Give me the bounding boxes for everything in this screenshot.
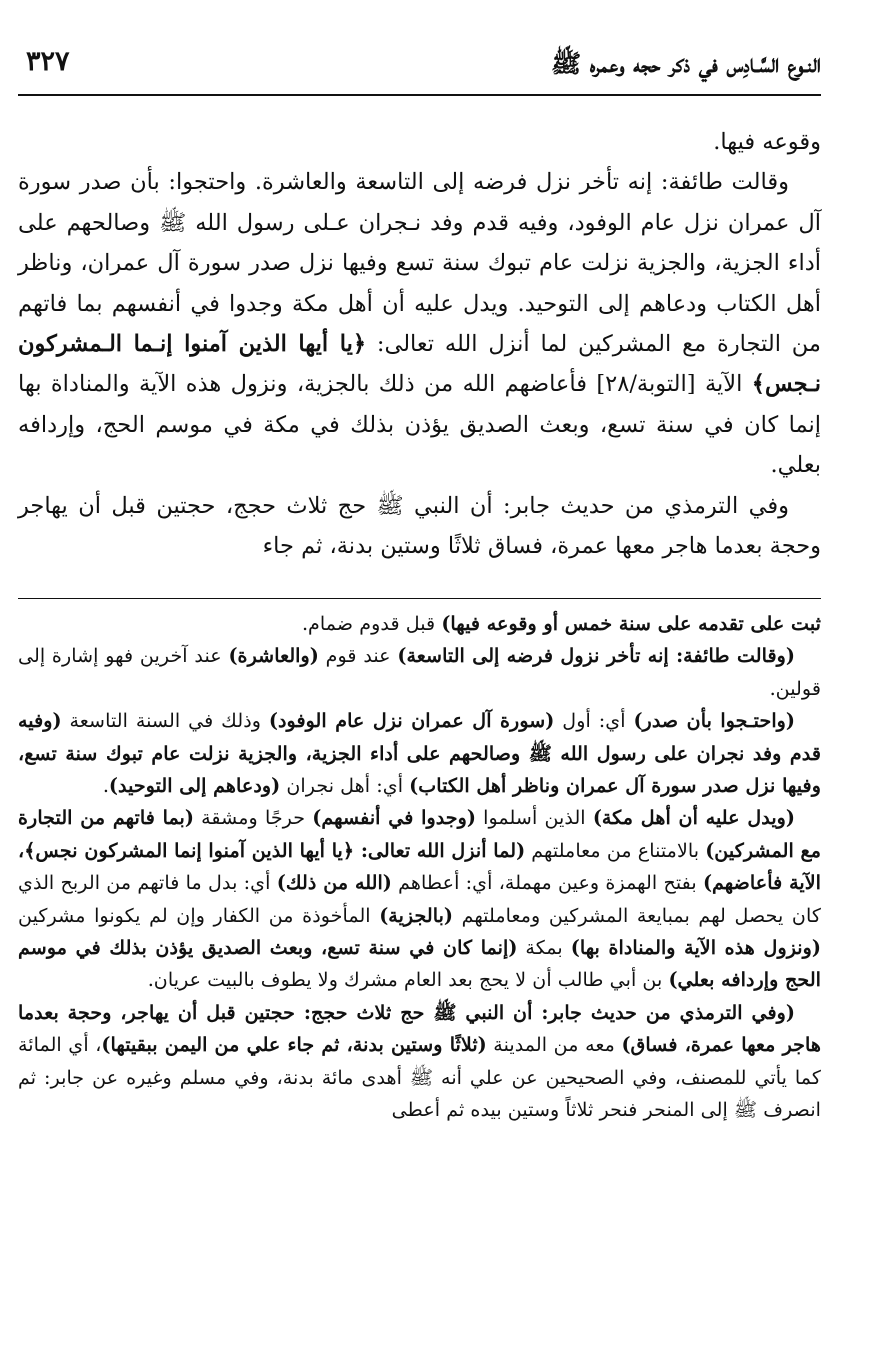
quran-verse: ﴿يا أيها الذين آمنوا إنـما الـمشركون نـجس﴾ — [18, 331, 822, 398]
commentary-text: الذين أسلموا — [476, 806, 593, 830]
commentary-text: أي: أهل نجران — [280, 774, 410, 798]
commentary-separator — [18, 598, 821, 599]
commentary-text: أي: بدل ما فاتهم من الربح الذي كان يحصل لهم بمبايعة المشركين ومعاملتهم — [18, 871, 821, 927]
commentary-text: بمكة — [517, 936, 571, 960]
commentary-text: قبل قدوم ضمام. — [301, 612, 442, 635]
main-text-segment: وقالت طائفة: إنه تأخر نزل فرضه إلى التاسعة والعاشرة. واحتجوا: بأن صدر سورة آل عمران نزل عام الوفود، وفيه قدم وفد نـجران عـلى رسول الله ﷺ وصالحهم على أداء الجزية، والجزية نزلت عام تبوك سنة تسع وفيها نزل صدر سورة آل عمران، وناظر أهل الكتاب ودعاهم إلى التوحيد. ويدل عليه أن أهل مكة وجدوا في أنفسهم بما فاتهم من التجارة مع المشركين لما أنزل الله تعالى: — [18, 169, 821, 358]
main-text-line: وقوعه فيها. — [713, 129, 821, 155]
commentary-text: أي: أول — [554, 709, 634, 733]
commentary-text: عند قوم — [318, 644, 398, 668]
quoted-text: (ويدل عليه أن أهل مكة) — [592, 806, 796, 830]
quoted-text: (لما أنزل الله تعالى: ﴿يا أيها الذين آمنوا إنما المشركون نجس﴾، الآية فأعاضهم) — [18, 838, 821, 895]
main-paragraph-1 — [18, 122, 821, 162]
commentary-section — [18, 608, 821, 1127]
quoted-text: (ثلاثًا وستين بدنة، ثم جاء علي من اليمن ببقيتها) — [101, 1033, 487, 1057]
quoted-text: (واحتـجوا بأن صدر) — [633, 709, 795, 733]
quoted-text: (وفي الترمذي من حديث جابر: أن النبي ﷺ حج ثلاث حجج: حجتين قبل أن يهاجر، وحجة بعدما هاجر معها عمرة، فساق) — [18, 1000, 822, 1057]
commentary-paragraph-3 — [18, 705, 821, 802]
quoted-text: (الله من ذلك) — [276, 871, 392, 895]
page-number: ٣٢٧ — [26, 46, 70, 77]
main-text — [18, 122, 821, 566]
quoted-text: ثبت على تقدمه على سنة خمس أو وقوعه فيها) — [441, 612, 821, 635]
main-paragraph-3 — [18, 486, 821, 567]
commentary-text: . — [102, 774, 109, 798]
commentary-text: المأخوذة من الكفار وإن لم يكونوا مشركين — [18, 903, 380, 927]
quoted-text: (ودعاهم إلى التوحيد) — [108, 774, 281, 798]
commentary-text: بن أبي طالب أن لا يحج بعد العام مشرك ولا يطوف بالبيت عريان. — [147, 968, 669, 992]
quoted-text: (بالجزية) — [379, 903, 453, 927]
quoted-text: (وفيه قدم وفد نجران على رسول الله ﷺ وصالحهم على أداء الجزية، والجزية نزلت عام تبوك سنة تسع، وفيها نزل صدر سورة آل عمران وناظر أهل الكتاب) — [18, 709, 821, 798]
commentary-paragraph-4 — [18, 802, 821, 996]
commentary-text: بفتح الهمزة وعين مهملة، أي: أعطاهم — [391, 871, 703, 895]
commentary-paragraph-2 — [18, 640, 821, 705]
commentary-paragraph-5 — [18, 997, 821, 1127]
commentary-text: حرجًا ومشقة — [193, 806, 313, 830]
header-rule — [18, 94, 821, 96]
quoted-text: (والعاشرة) — [228, 644, 319, 668]
quoted-text: (وجدوا في أنفسهم) — [312, 806, 477, 830]
commentary-text: وذلك في السنة التاسعة — [61, 709, 269, 733]
main-text-segment: وفي الترمذي من حديث جابر: أن النبي ﷺ حج ثلاث حجج، حجتين قبل أن يهاجر وحجة بعدما هاجر معها عمرة، فساق ثلاثًا وستين بدنة، ثم جاء — [18, 492, 821, 560]
quoted-text: (سورة آل عمران نزل عام الوفود) — [268, 709, 555, 733]
commentary-text: عند آخرين فهو إشارة إلى قولين. — [18, 644, 821, 700]
main-paragraph-2 — [18, 162, 821, 485]
quoted-text: (ونزول هذه الآية والمناداة بها) — [570, 936, 821, 960]
commentary-text: ، أي المائة كما يأتي للمصنف، وفي الصحيحين عن علي أنه ﷺ أهدى مائة بدنة، وفي مسلم وغيره عن جابر: ثم انصرف ﷺ إلى المنحر فنحر ثلاثاً وستين بيده ثم أعطى — [18, 1033, 821, 1122]
quoted-text: (وقالت طائفة: إنه تأخر نزول فرضه إلى التاسعة) — [397, 644, 795, 668]
commentary-text: بالامتناع من معاملتهم — [525, 838, 706, 862]
running-title: النـوع السَّـادِس في ذكر حجه وعمره ﷺ — [550, 49, 821, 78]
main-text-segment: الآية [التوبة/٢٨] فأعاضهم الله من ذلك بالجزية، ونزول هذه الآية والمناداة بها إنما كان في سنة تسع، وبعث الصديق يؤذن بذلك في مكة في موسم الحج، وإردافه بعلي. — [18, 371, 821, 479]
quoted-text: (بما فاتهم من التجارة مع المشركين) — [18, 806, 821, 862]
page-header — [18, 0, 821, 92]
quoted-text: (إنما كان في سنة تسع، وبعث الصديق يؤذن بذلك في موسم الحج وإردافه بعلي) — [18, 936, 821, 992]
commentary-text: معه من المدينة — [486, 1033, 622, 1057]
commentary-paragraph-1 — [18, 608, 821, 640]
